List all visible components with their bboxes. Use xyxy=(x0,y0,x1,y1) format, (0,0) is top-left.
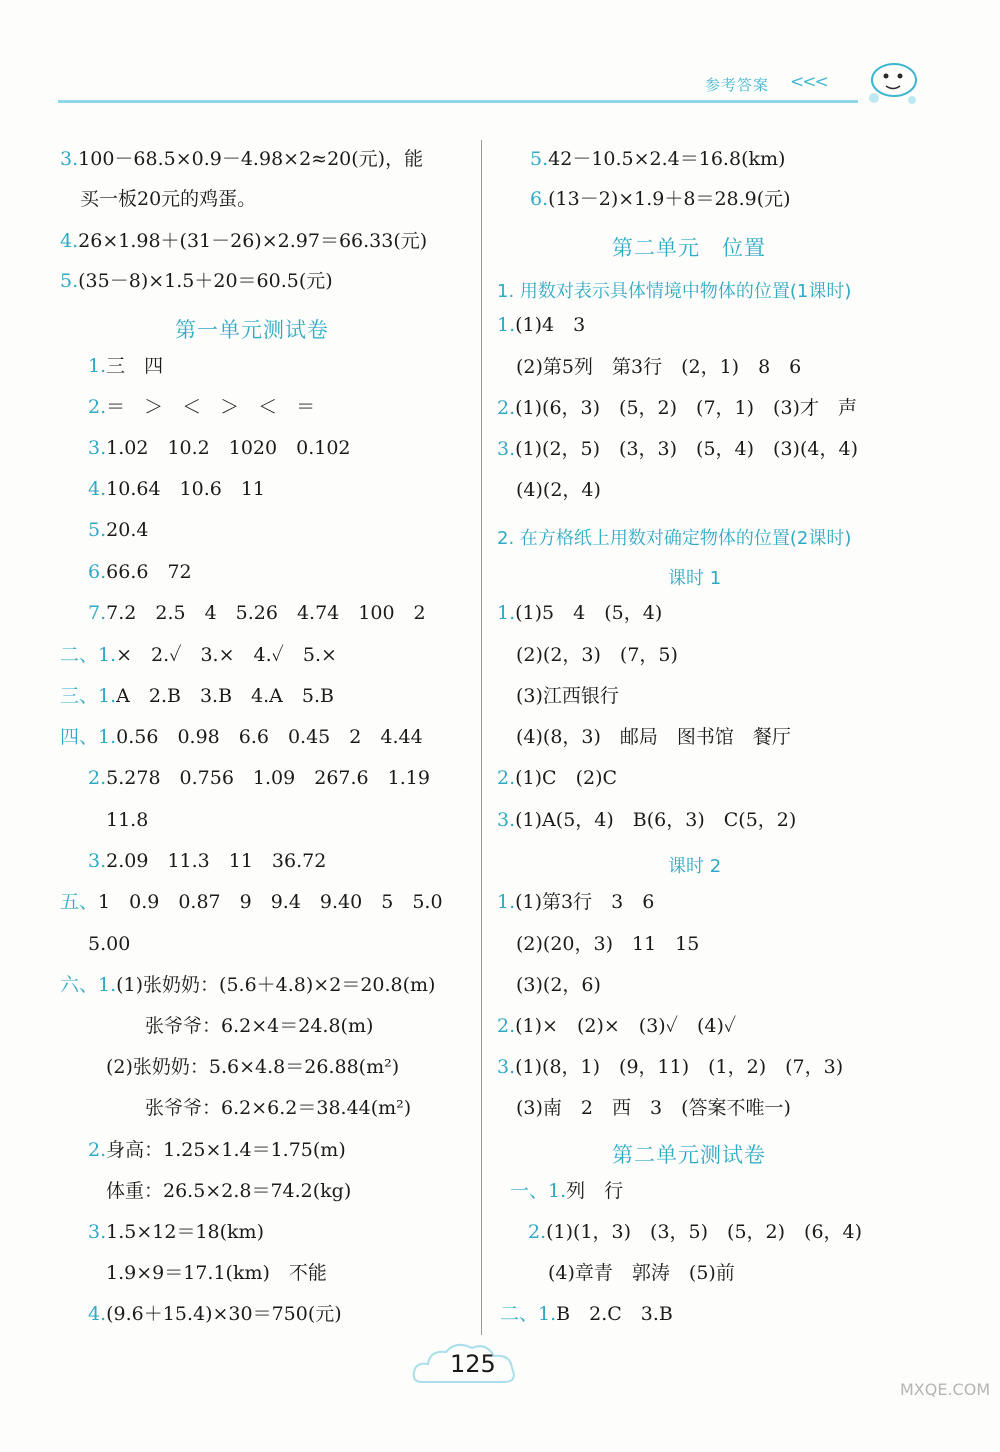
answer-line: 5.42－10.5×2.4＝16.8(km) xyxy=(530,148,786,170)
answer-line: (3)(2，6) xyxy=(516,974,601,996)
answer-line: (2)(20，3) 11 15 xyxy=(516,933,700,955)
answer-line: (2)张奶奶：5.6×4.8＝26.88(m²) xyxy=(106,1056,400,1078)
header-arrows: <<< xyxy=(790,72,827,92)
answer-line: 五、1 0.9 0.87 9 9.4 9.40 5 5.0 xyxy=(60,891,443,913)
answer-line: 4.26×1.98＋(31－26)×2.97＝66.33(元) xyxy=(60,230,428,252)
answer-line: 买一板20元的鸡蛋。 xyxy=(80,188,257,210)
answer-line: 2.(1)C (2)C xyxy=(497,767,618,789)
answer-line: (2)第5列 第3行 (2，1) 8 6 xyxy=(516,356,802,378)
answer-line: 3.(1)A(5，4) B(6，3) C(5，2) xyxy=(497,809,797,831)
page-number: 125 xyxy=(450,1350,496,1378)
answer-line: 二、1.B 2.C 3.B xyxy=(500,1303,673,1325)
answer-line: 张爷爷：6.2×4＝24.8(m) xyxy=(145,1015,374,1037)
answer-line: 2.(1)(1，3) (3，5) (5，2) (6，4) xyxy=(528,1221,863,1243)
answer-line: 3.2.09 11.3 11 36.72 xyxy=(88,850,327,872)
answer-line: 4.10.64 10.6 11 xyxy=(88,478,266,500)
answer-line: 2.＝ ＞ ＜ ＞ ＜ ＝ xyxy=(88,396,316,418)
answer-line: 5.20.4 xyxy=(88,519,149,541)
answer-line: 5.(35－8)×1.5＋20＝60.5(元) xyxy=(60,270,333,292)
answer-line: 3.1.5×12＝18(km) xyxy=(88,1221,264,1243)
answer-line: 1.(1)4 3 xyxy=(497,314,586,336)
answer-line: 1.三 四 xyxy=(88,355,164,377)
answer-line: 六、1.(1)张奶奶：(5.6＋4.8)×2＝20.8(m) xyxy=(60,974,436,996)
answer-line: 2.(1)× (2)× (3)✓ (4)✓ xyxy=(497,1015,737,1037)
answer-line: 6.66.6 72 xyxy=(88,561,192,583)
answer-line: 二、1.× 2.✓ 3.× 4.✓ 5.× xyxy=(60,644,337,666)
answer-line: 6.(13－2)×1.9＋8＝28.9(元) xyxy=(530,188,791,210)
answer-line: 11.8 xyxy=(106,809,149,831)
answer-line: (4)章青 郭涛 (5)前 xyxy=(548,1262,735,1284)
answer-line: 3.100－68.5×0.9－4.98×2≈20(元)，能 xyxy=(60,148,424,170)
answer-line: 三、1.A 2.B 3.B 4.A 5.B xyxy=(60,685,334,707)
answer-line: (3)江西银行 xyxy=(516,685,619,707)
answer-line: (4)(8，3) 邮局 图书馆 餐厅 xyxy=(516,726,791,748)
answer-line: 2.5.278 0.756 1.09 267.6 1.19 xyxy=(88,767,430,789)
answer-line: (2)(2，3) (7，5) xyxy=(516,644,678,666)
header-rule xyxy=(58,100,858,103)
answer-line: 四、1.0.56 0.98 6.6 0.45 2 4.44 xyxy=(60,726,423,748)
section-heading: 2. 在方格纸上用数对确定物体的位置(2课时) xyxy=(497,528,852,549)
answer-line: 3.(1)(8，1) (9，11) (1，2) (7，3) xyxy=(497,1056,844,1078)
lesson-heading: 课时 1 xyxy=(668,568,722,589)
answer-line: 张爷爷：6.2×6.2＝38.44(m²) xyxy=(145,1097,412,1119)
answer-line: (3)南 2 西 3 (答案不唯一) xyxy=(516,1097,791,1119)
answer-line: 1.(1)第3行 3 6 xyxy=(497,891,655,913)
header-title: 参考答案 xyxy=(705,76,770,94)
watermark: MXQE.COM xyxy=(900,1380,991,1399)
answer-line: 7.7.2 2.5 4 5.26 4.74 100 2 xyxy=(88,602,426,624)
answer-line: 2.身高：1.25×1.4＝1.75(m) xyxy=(88,1139,346,1161)
section-title: 第一单元测试卷 xyxy=(175,318,329,342)
unit-title: 第二单元 位置 xyxy=(612,236,766,260)
section-heading: 1. 用数对表示具体情境中物体的位置(1课时) xyxy=(497,281,852,302)
answer-line: (4)(2，4) xyxy=(516,479,601,501)
column-divider xyxy=(481,140,482,1335)
answer-line: 2.(1)(6，3) (5，2) (7，1) (3)才 声 xyxy=(497,397,857,419)
answer-line: 体重：26.5×2.8＝74.2(kg) xyxy=(106,1180,352,1202)
lesson-heading: 课时 2 xyxy=(668,856,722,877)
answer-line: 4.(9.6＋15.4)×30＝750(元) xyxy=(88,1303,342,1325)
answer-line: 3.(1)(2，5) (3，3) (5，4) (3)(4，4) xyxy=(497,438,858,460)
answer-line: 一、1.列 行 xyxy=(510,1180,624,1202)
cartoon-deco-icon xyxy=(856,50,926,110)
answer-line: 1.9×9＝17.1(km) 不能 xyxy=(106,1262,327,1284)
answer-line: 1.(1)5 4 (5，4) xyxy=(497,602,663,624)
section-title: 第二单元测试卷 xyxy=(612,1143,766,1167)
answer-line: 3.1.02 10.2 1020 0.102 xyxy=(88,437,351,459)
answer-line: 5.00 xyxy=(88,933,131,955)
